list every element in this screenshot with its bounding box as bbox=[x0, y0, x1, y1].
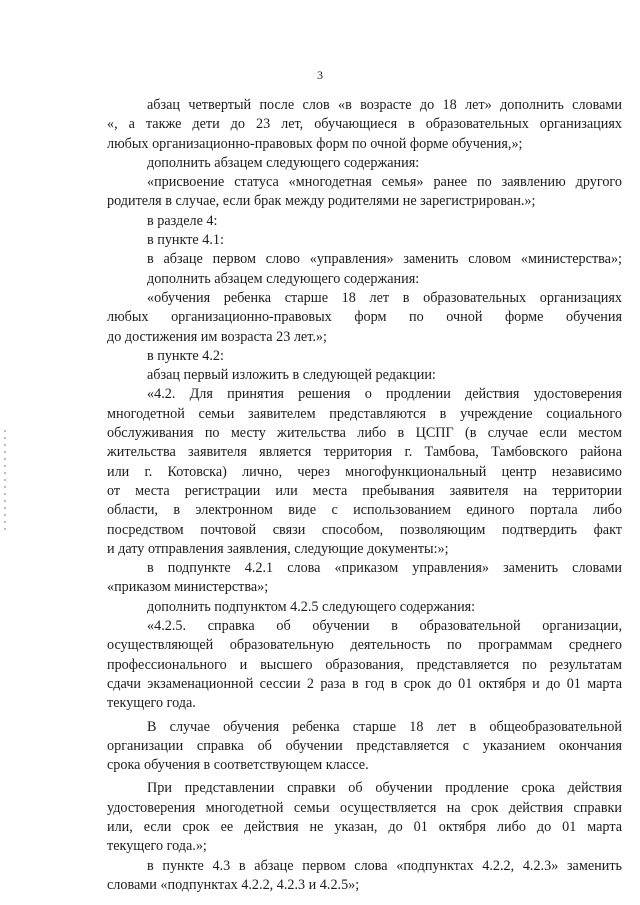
text-line: удостоверения многодетной семьи осуществляется на срок действия справки bbox=[107, 799, 622, 816]
text-line: обслуживания по месту жительства либо в ЦСПГ (в случае если местом bbox=[107, 425, 622, 442]
text-line: области, в электронном виде с использованием единого портала либо bbox=[107, 502, 622, 519]
text-line: сдачи экзаменационной сессии 2 раза в год в срок до 01 октября и до 01 марта bbox=[107, 675, 622, 692]
text-line: в пункте 4.2: bbox=[147, 347, 224, 364]
text-line: дополнить подпунктом 4.2.5 следующего содержания: bbox=[147, 598, 476, 615]
text-line: или, если срок ее действия не указан, до 01 октября либо до 01 марта bbox=[107, 818, 622, 835]
page-number: 3 bbox=[317, 68, 323, 82]
text-line: профессионального и высшего образования, представляется по результатам bbox=[107, 656, 622, 673]
text-line: осуществляющей образовательную деятельность по программам среднего bbox=[107, 637, 622, 654]
text-line: дополнить абзацем следующего содержания: bbox=[147, 154, 420, 171]
text-line: При представлении справки об обучении продление срока действия bbox=[147, 780, 622, 797]
text-line: в подпункте 4.2.1 слова «приказом управления» заменить словами bbox=[147, 560, 622, 577]
text-line: «присвоение статуса «многодетная семья» ранее по заявлению другого bbox=[147, 174, 622, 191]
binding-marks bbox=[4, 430, 7, 550]
text-line: в разделе 4: bbox=[147, 212, 218, 229]
text-line: или г. Котовска) лично, через многофункциональный центр независимо bbox=[107, 463, 622, 480]
text-line: дополнить абзацем следующего содержания: bbox=[147, 270, 420, 287]
text-line: словами «подпунктах 4.2.2, 4.2.3 и 4.2.5»; bbox=[107, 876, 360, 893]
text-line: многодетной семьи заявителем представляются в учреждение социального bbox=[107, 405, 622, 422]
text-line: В случае обучения ребенка старше 18 лет в общеобразовательной bbox=[147, 718, 622, 735]
text-line: в пункте 4.3 в абзаце первом слова «подпунктах 4.2.2, 4.2.3» заменить bbox=[147, 857, 622, 874]
text-line: «обучения ребенка старше 18 лет в образовательных организациях bbox=[147, 289, 622, 306]
text-line: и дату отправления заявления, следующие документы:»; bbox=[107, 540, 449, 557]
document-body bbox=[107, 96, 622, 895]
text-line: в пункте 4.1: bbox=[147, 232, 224, 249]
text-line: абзац первый изложить в следующей редакции: bbox=[147, 367, 436, 384]
text-line: любых организационно-правовых форм по очной форме обучения bbox=[107, 309, 622, 326]
text-line: текущего года.»; bbox=[107, 838, 207, 855]
text-line: в абзаце первом слово «управления» заменить словом «министерства»; bbox=[147, 251, 622, 268]
text-line: посредством почтовой связи способом, позволяющим подтвердить факт bbox=[107, 521, 622, 538]
text-line: до достижения им возраста 23 лет.»; bbox=[107, 328, 327, 345]
text-line: жительства заявителя является территория г. Тамбова, Тамбовского района bbox=[107, 444, 622, 461]
text-line: от места регистрации или места пребывания заявителя на территории bbox=[107, 482, 622, 499]
text-line: срока обучения в соответствующем классе. bbox=[107, 757, 369, 774]
text-line: абзац четвертый после слов «в возрасте до 18 лет» дополнить словами bbox=[147, 97, 622, 113]
text-line: «, а также дети до 23 лет, обучающиеся в образовательных организациях bbox=[107, 116, 622, 133]
text-line: текущего года. bbox=[107, 695, 196, 712]
text-line: «4.2.5. справка об обучении в образовательной организации, bbox=[147, 618, 622, 635]
text-line: организации справка об обучении представляется с указанием окончания bbox=[107, 737, 622, 754]
text-line: любых организационно-правовых форм по очной форме обучения,»; bbox=[107, 135, 523, 152]
text-line: «4.2. Для принятия решения о продлении действия удостоверения bbox=[147, 386, 622, 403]
text-line: родителя в случае, если брак между родителями не зарегистрирован.»; bbox=[107, 193, 536, 210]
text-line: «приказом министерства»; bbox=[107, 579, 269, 596]
